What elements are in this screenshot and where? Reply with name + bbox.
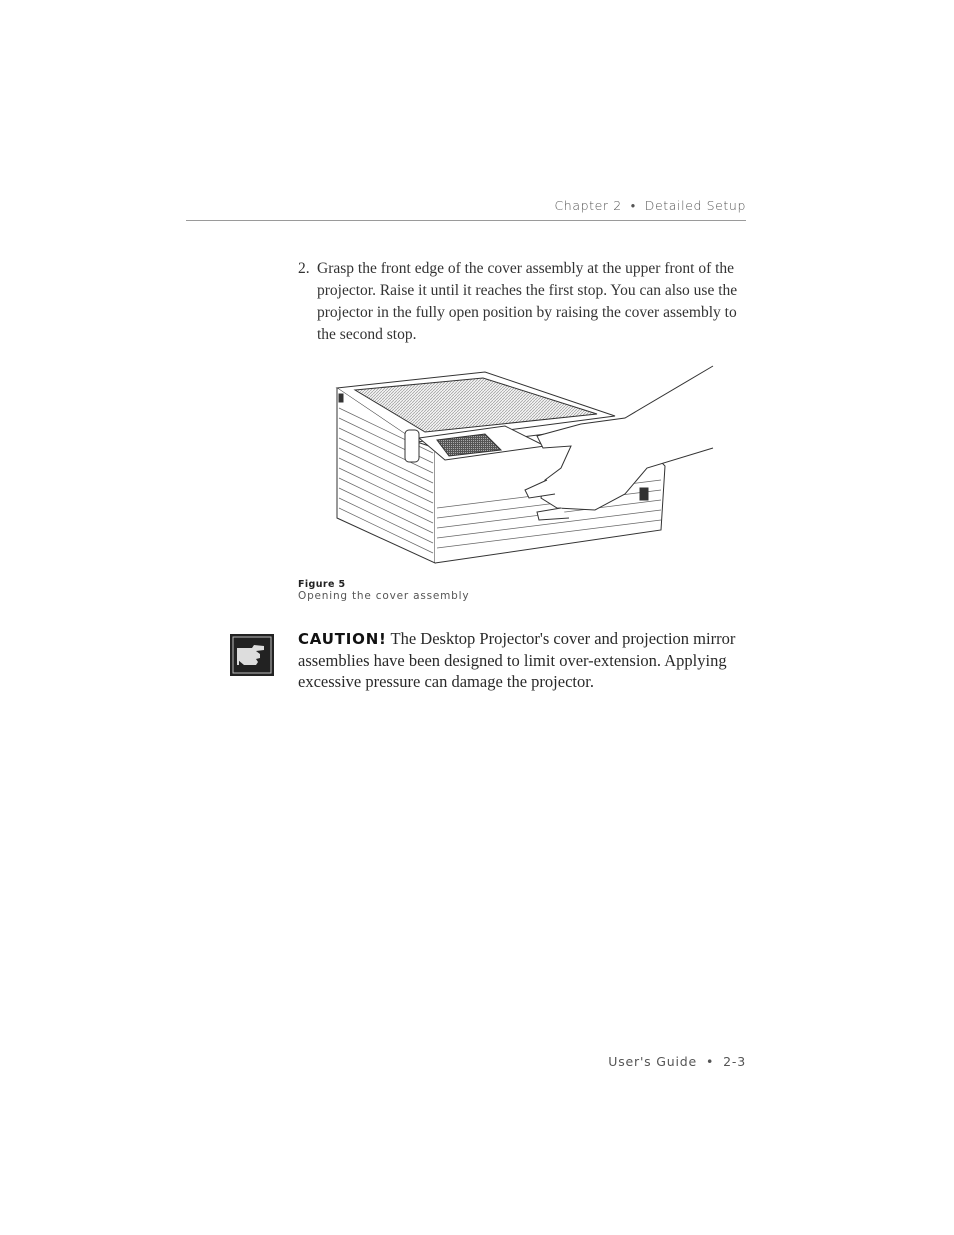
running-footer — [540, 1054, 746, 1069]
caution-title: CAUTION! — [298, 630, 387, 648]
page-number: 2-3 — [723, 1054, 746, 1069]
step-number: 2. — [298, 260, 310, 277]
pointing-hand-icon — [230, 634, 274, 676]
running-header — [186, 198, 746, 221]
caution-note — [298, 628, 738, 692]
projector-illustration — [325, 358, 715, 570]
header-section: Detailed Setup — [644, 198, 746, 213]
figure-label: Figure 5 — [298, 579, 346, 590]
footer-guide: User's Guide — [608, 1054, 697, 1069]
header-chapter: Chapter 2 — [554, 198, 622, 213]
header-bullet: • — [630, 198, 636, 213]
figure-caption: Opening the cover assembly — [298, 590, 470, 602]
step-2 — [298, 258, 748, 346]
caution-text: The Desktop Projector's cover and projection mirror assemblies have been designed to limit over-extension. Applying excessive pressure can damage the projector. — [298, 629, 736, 691]
step-text: Grasp the front edge of the cover assembly at the upper front of the projector. Raise it until it reaches the first stop. You can also use the projector in the fully open position by raising the cover assembly to the second stop. — [317, 260, 738, 343]
footer-bullet: • — [705, 1054, 715, 1069]
